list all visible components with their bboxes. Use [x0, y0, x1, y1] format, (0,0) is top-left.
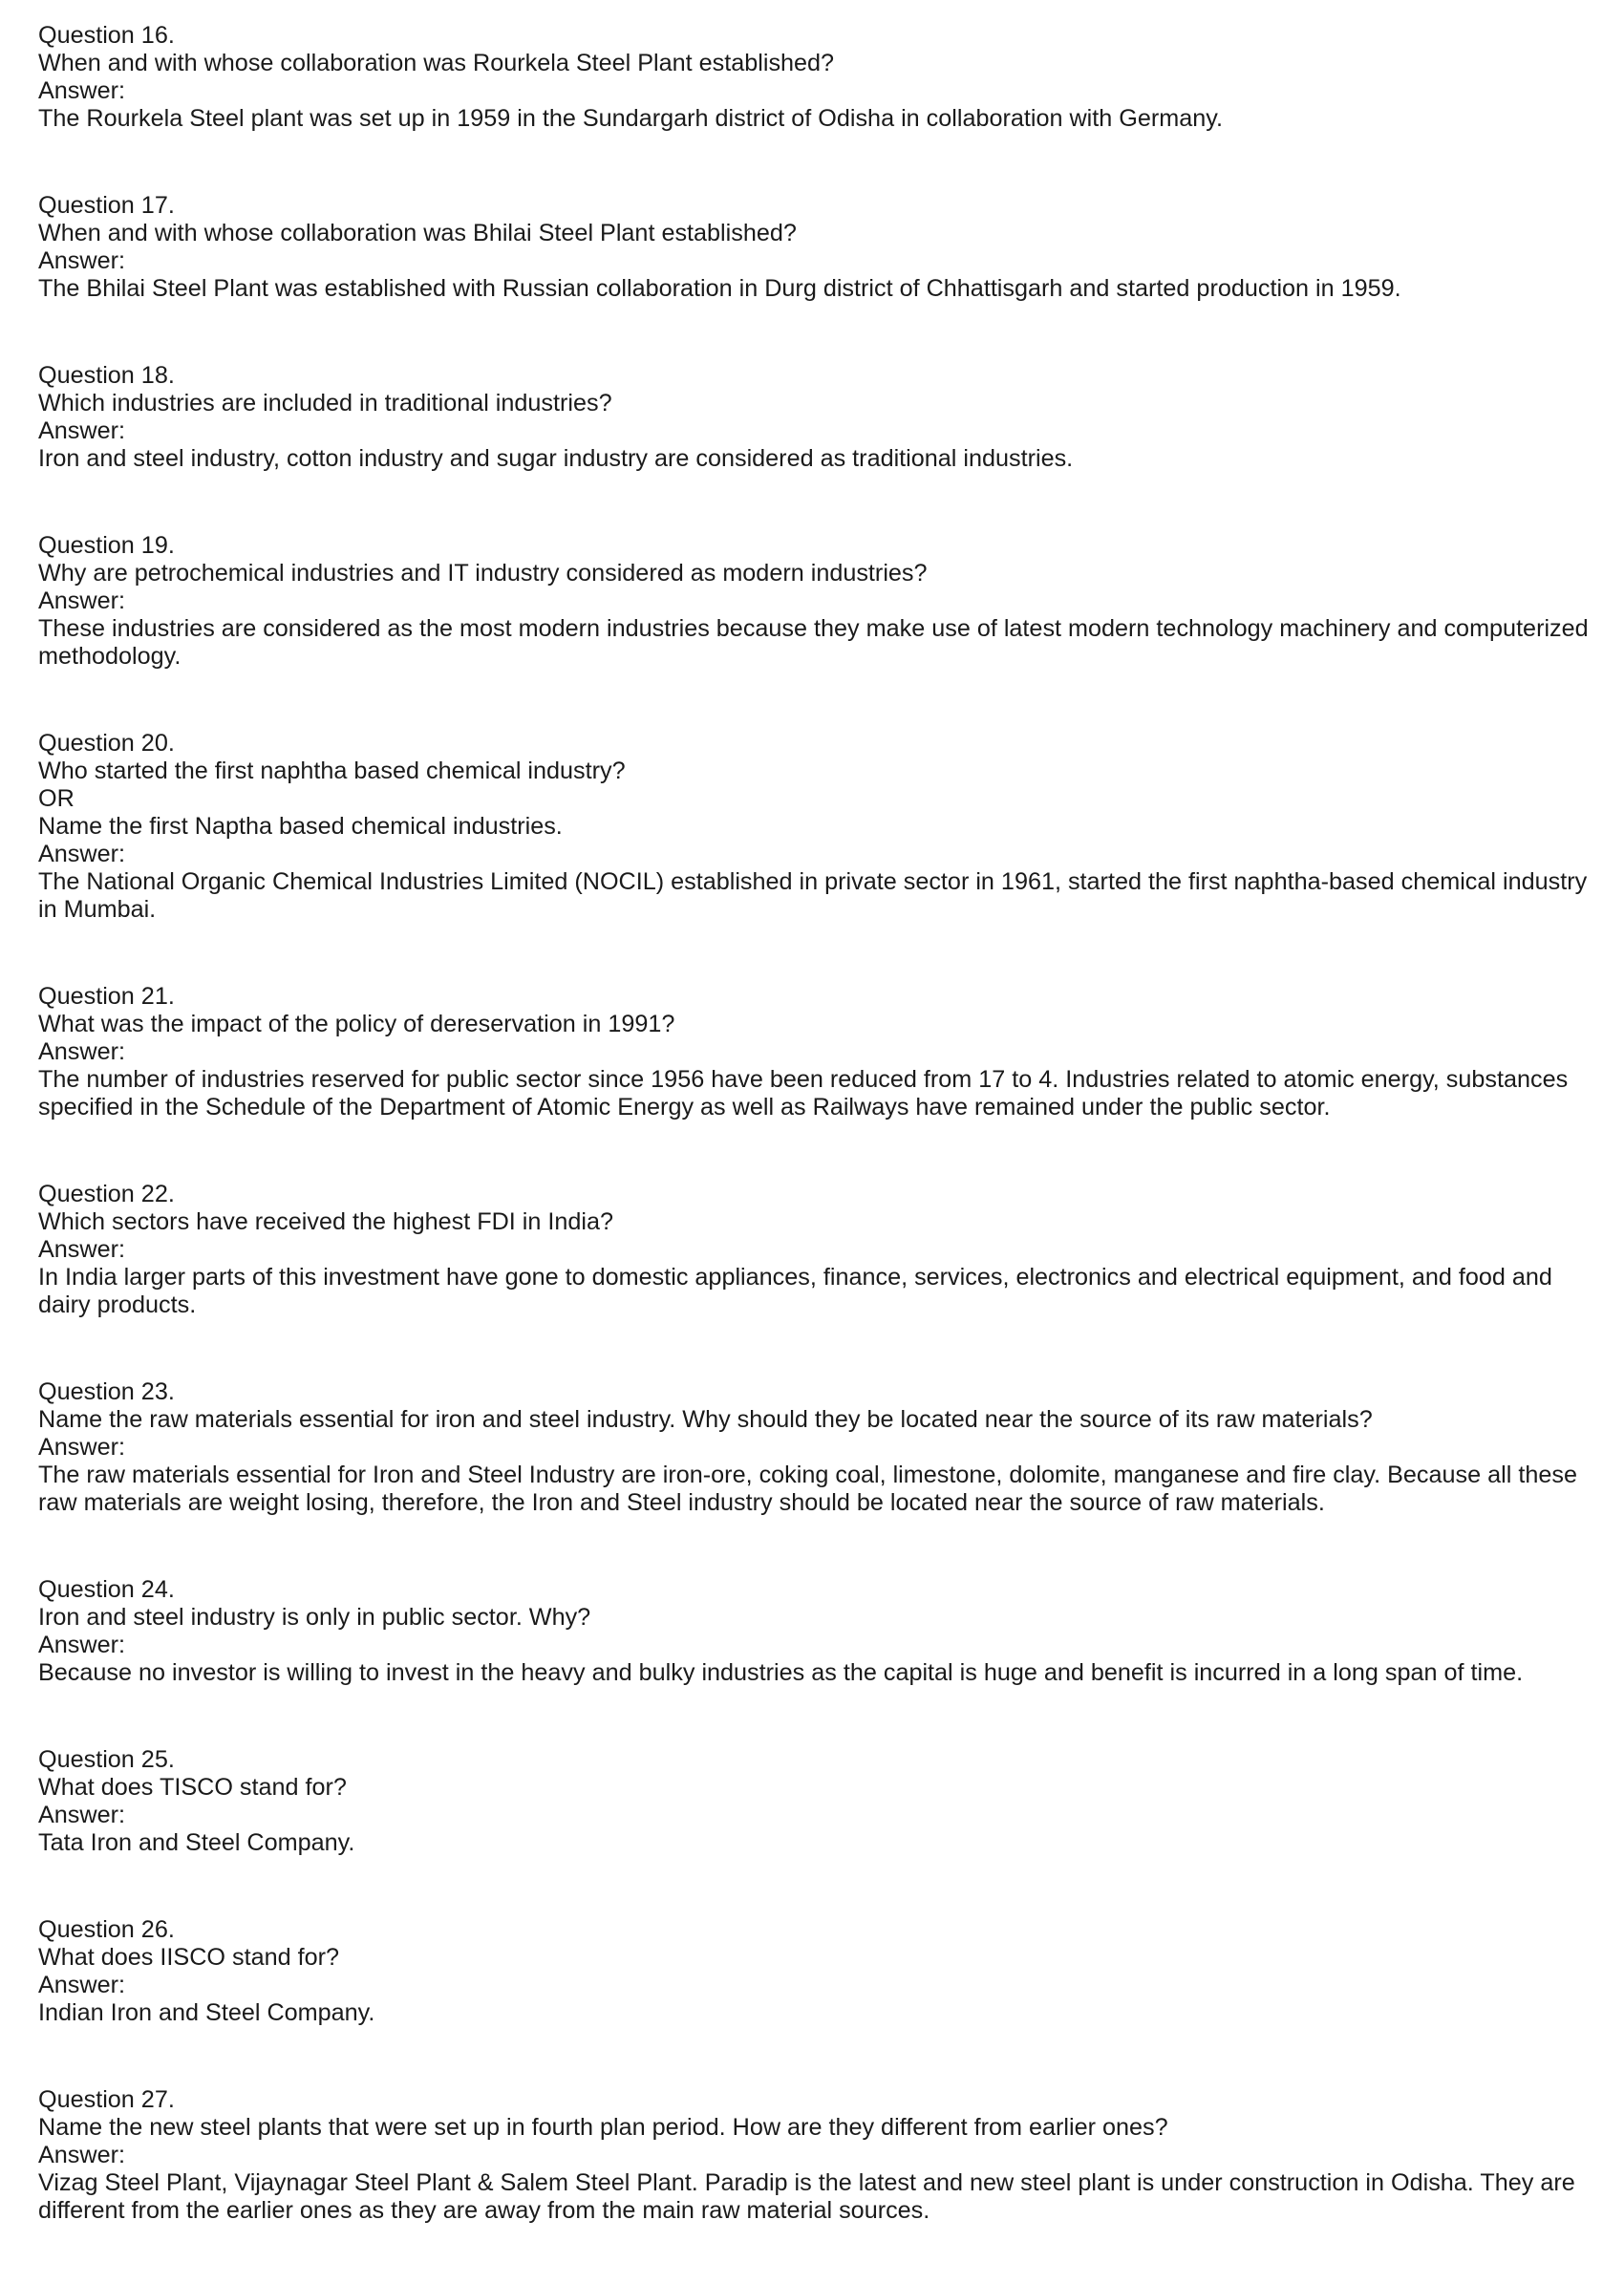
question-number: Question 24.	[38, 1576, 175, 1603]
answer-label: Answer:	[38, 77, 125, 104]
answer-label: Answer:	[38, 417, 125, 444]
answer-label: Answer:	[38, 1434, 125, 1461]
answer-text: Tata Iron and Steel Company.	[38, 1829, 355, 1856]
answer-text: These industries are considered as the most modern industries because they make use of latest modern technology machinery and computerized methodology.	[38, 615, 1589, 670]
answer-text: The Rourkela Steel plant was set up in 1959 in the Sundargarh district of Odisha in collaboration with Germany.	[38, 105, 1223, 132]
answer-text: The raw materials essential for Iron and Steel Industry are iron-ore, coking coal, limestone, dolomite, manganese and fire clay. Because all these raw materials are weight losing, therefore, the Iron and Steel industry should be located near the source of raw materials.	[38, 1462, 1577, 1516]
answer-label: Answer:	[38, 1236, 125, 1263]
question-number: Question 18.	[38, 362, 175, 389]
qa-block-19	[38, 532, 1595, 671]
question-number: Question 20.	[38, 730, 175, 757]
qa-block-20	[38, 730, 1595, 924]
question-text: Why are petrochemical industries and IT industry considered as modern industries?	[38, 560, 928, 587]
answer-label: Answer:	[38, 1802, 125, 1828]
answer-label: Answer:	[38, 587, 125, 614]
question-number: Question 17.	[38, 192, 175, 219]
qa-block-25	[38, 1746, 1595, 1857]
question-text: What does IISCO stand for?	[38, 1944, 339, 1971]
qa-block-17	[38, 192, 1595, 303]
answer-text: Because no investor is willing to invest in the heavy and bulky industries as the capital is huge and benefit is incurred in a long span of time.	[38, 1659, 1524, 1686]
question-text: Which sectors have received the highest FDI in India?	[38, 1208, 614, 1235]
question-text: What was the impact of the policy of dereservation in 1991?	[38, 1011, 675, 1037]
question-number: Question 22.	[38, 1181, 175, 1207]
answer-label: Answer:	[38, 1038, 125, 1065]
question-text: Name the raw materials essential for iron and steel industry. Why should they be located near the source of its raw materials?	[38, 1406, 1373, 1433]
answer-label: Answer:	[38, 247, 125, 274]
question-number: Question 23.	[38, 1378, 175, 1405]
qa-block-22	[38, 1181, 1595, 1319]
answer-text: The National Organic Chemical Industries Limited (NOCIL) established in private sector in 1961, started the first naphtha-based chemical industry in Mumbai.	[38, 868, 1588, 923]
question-number: Question 21.	[38, 983, 175, 1010]
qa-block-27	[38, 2086, 1595, 2225]
question-number: Question 27.	[38, 2086, 175, 2113]
question-number: Question 19.	[38, 532, 175, 559]
qa-document	[38, 22, 1595, 2284]
answer-label: Answer:	[38, 2142, 125, 2168]
answer-label: Answer:	[38, 841, 125, 867]
qa-block-18	[38, 362, 1595, 473]
answer-text: Indian Iron and Steel Company.	[38, 1999, 375, 2026]
question-number: Question 16.	[38, 22, 175, 49]
answer-label: Answer:	[38, 1632, 125, 1658]
answer-text: Vizag Steel Plant, Vijaynagar Steel Plant & Salem Steel Plant. Paradip is the latest and new steel plant is under construction in Odisha. They are different from the earlier ones as they are away from the main raw material sources.	[38, 2169, 1575, 2224]
qa-block-23	[38, 1378, 1595, 1517]
question-number: Question 26.	[38, 1916, 175, 1943]
question-text: Who started the first naphtha based chemical industry?	[38, 758, 626, 784]
answer-text: The Bhilai Steel Plant was established with Russian collaboration in Durg district of Chhattisgarh and started production in 1959.	[38, 275, 1401, 302]
answer-text: In India larger parts of this investment have gone to domestic appliances, finance, services, electronics and electrical equipment, and food and dairy products.	[38, 1264, 1552, 1318]
question-text: Name the new steel plants that were set up in fourth plan period. How are they different from earlier ones?	[38, 2114, 1168, 2141]
qa-block-26	[38, 1916, 1595, 2027]
answer-label: Answer:	[38, 1972, 125, 1998]
question-text: Iron and steel industry is only in public sector. Why?	[38, 1604, 591, 1631]
question-text: Which industries are included in traditional industries?	[38, 390, 612, 416]
qa-block-16	[38, 22, 1595, 133]
answer-text: Iron and steel industry, cotton industry and sugar industry are considered as traditional industries.	[38, 445, 1074, 472]
question-text: What does TISCO stand for?	[38, 1774, 347, 1801]
question-text: When and with whose collaboration was Rourkela Steel Plant established?	[38, 50, 835, 76]
or-label: OR	[38, 785, 75, 812]
answer-text: The number of industries reserved for public sector since 1956 have been reduced from 17 to 4. Industries related to atomic energy, substances specified in the Schedule of the Department of Atomic Energy as well as Railways have remained under the public sector.	[38, 1066, 1569, 1121]
qa-block-21	[38, 983, 1595, 1121]
question-number: Question 25.	[38, 1746, 175, 1773]
question-text: When and with whose collaboration was Bhilai Steel Plant established?	[38, 220, 797, 246]
alt-question-text: Name the first Naptha based chemical industries.	[38, 813, 563, 840]
qa-block-24	[38, 1576, 1595, 1687]
